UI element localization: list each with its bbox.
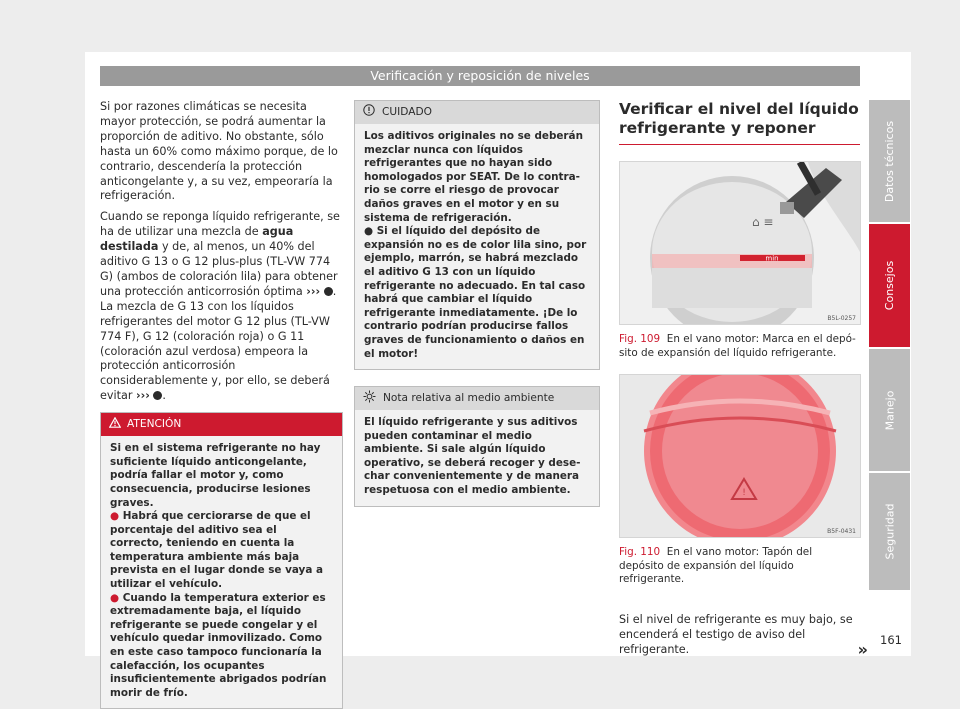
caution-header: CUIDADO (355, 101, 599, 124)
warning-box (100, 412, 343, 709)
column-left (100, 100, 343, 709)
warning-intro: Si en el sistema refrigerante no hay suficiente líquido anticongelante, podría fallar el motor y, como consecuencia, producirse lesiones graves. (110, 442, 321, 509)
page-number: 161 (880, 633, 902, 647)
paragraph-1: Si por razones climáticas se necesita mayor protección, se podrá aumentar la proporción de aditivo. No obstante, sólo hasta un 60% como máximo porque, de lo contrario, descendería la protección anticongelante y, a su vez, empeoraría la refrigeración. (100, 100, 338, 203)
bullet-icon: ● (110, 591, 120, 604)
caution-circle-icon (363, 104, 375, 116)
svg-text:!: ! (742, 488, 746, 499)
caution-item: ● Si el líquido del depósito de expansión no es de color lila sino, por ejemplo, marrón, se habrá mezclado el aditivo G 13 con un líquido refrigerante no adecuado. En tal caso habrá que cambiar el líquido refrigerante inmediatamente. ¡De lo contrario podrían producirse fallos graves de funcionamiento o daños en el motor! (364, 225, 587, 360)
paragraph-2: Cuando se reponga líquido refrigerante, se ha de utilizar una mezcla de agua destilada y de, al menos, un 40% del aditivo G 13 o G 12 plus-plus (TL-VW 774 G) (ambos de coloración lila) para obtener una protección anticorrosión óptima ››› . La mezcla de G 13 con los líquidos refrigerantes del motor G 12 plus (TL-VW 774 F), G 12 (coloración roja) o G 11 (coloración azul verdosa) empeora la protección anticorrosión considerablemente y, por ello, se deberá evitar ››› . (100, 210, 340, 403)
environment-text: El líquido refrigerante y sus aditivos pueden contaminar el medio ambiente. Si sale algún líquido operativo, se deberá recoger y desechar convenientemente y de manera respetuosa con el medio ambiente. (364, 416, 581, 497)
warning-header: ATENCIÓN (101, 413, 342, 436)
caution-box (354, 100, 600, 370)
reference-arrows: ››› (306, 284, 321, 298)
warning-triangle-icon (109, 417, 121, 428)
figure-109-image (619, 161, 861, 325)
tab-seguridad[interactable]: Seguridad (869, 473, 910, 590)
column-right (619, 100, 868, 659)
min-mark-label: min (765, 254, 779, 263)
section-header: Verificación y reposición de niveles (100, 66, 860, 86)
warning-item-1: ● Habrá que cerciorarse de que el porcentaje del aditivo sea el correcto, teniendo en cuenta la temperatura ambiente más baja prevista en el lugar donde se vaya a utilizar el vehículo. (110, 510, 323, 591)
tab-consejos[interactable]: Consejos (869, 224, 910, 347)
caution-intro: Los aditivos originales no se deberán mezclar nunca con líquidos refrigerantes que no hayan sido homologados por SEAT. De lo contrario se corre el riesgo de provocar daños graves en el motor y en su sistema de refrigeración. (364, 130, 583, 224)
svg-text:⌂ ≡: ⌂ ≡ (752, 215, 774, 229)
environment-header: Nota relativa al medio ambiente (355, 387, 599, 410)
section-heading: Verificar el nivel del líquido refrigerante y reponer (619, 100, 860, 145)
figure-109-caption: Fig. 109 En el vano motor: Marca en el depósito de expansión del líquido refrigerante. (619, 333, 856, 359)
environment-note-box (354, 386, 600, 507)
environment-icon (363, 390, 376, 403)
info-icon (324, 287, 333, 296)
figure-110-image (619, 374, 861, 538)
figure-code: B5F-0431 (827, 528, 856, 536)
side-tabs (869, 100, 910, 592)
warning-item-2: ● Cuando la temperatura exterior es extremadamente baja, el líquido refrigerante se puede congelar y el vehículo quedar inmovilizado. Como en este caso tampoco funcionaría la calefacción, los ocupantes insuficientemente abrigados podrían morir de frío. (110, 591, 327, 699)
reference-arrows: ››› (136, 389, 150, 403)
figure-110-caption: Fig. 110 En el vano motor: Tapón del depósito de expansión del líquido refrigerante. (619, 546, 813, 586)
bullet-icon: ● (364, 225, 374, 238)
tab-datos-tecnicos[interactable]: Datos técnicos (869, 100, 910, 222)
continue-arrow: » (857, 639, 868, 659)
tab-manejo[interactable]: Manejo (869, 349, 910, 471)
bullet-icon: ● (110, 510, 120, 523)
body-text: Si el nivel de refrigerante es muy bajo, se encenderá el testigo de aviso del refrigerante. » (619, 612, 868, 659)
column-middle (354, 100, 600, 507)
figure-code: B5L-0257 (827, 315, 856, 322)
